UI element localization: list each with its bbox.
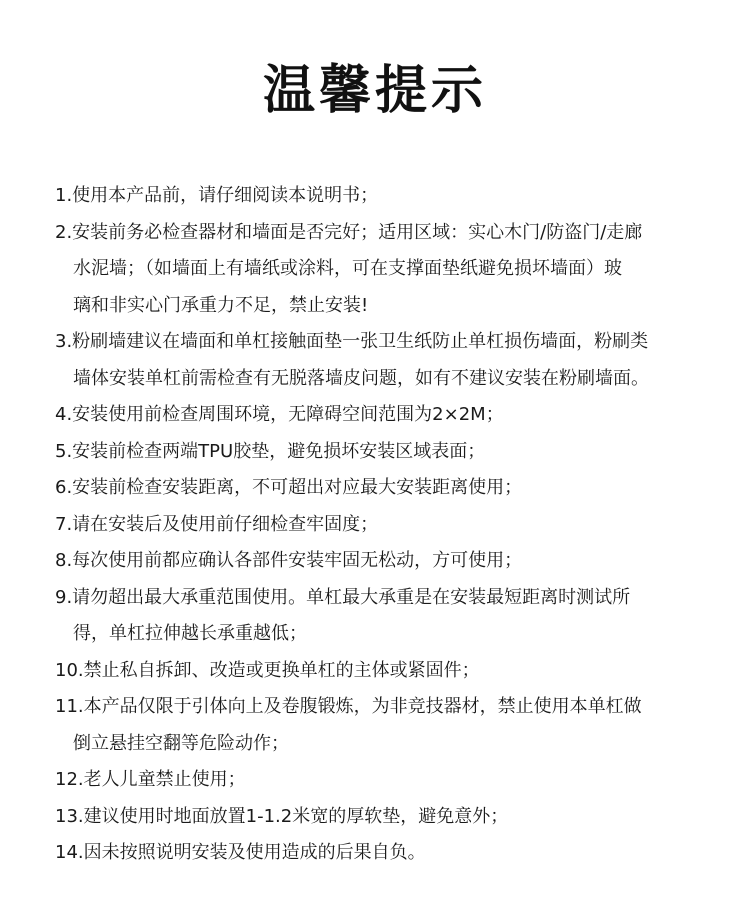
tip-9: 9.请勿超出最大承重范围使用。单杠最大承重是在安装最短距离时测试所 xyxy=(55,586,631,608)
tip-5: 5.安装前检查两端TPU胶垫，避免损坏安装区域表面； xyxy=(55,440,486,462)
tip-9-line-2: 得，单杠拉伸越长承重越低； xyxy=(73,623,307,644)
tips-list xyxy=(55,178,705,872)
tip-11: 11.本产品仅限于引体向上及卷腹锻炼，为非竞技器材，禁止使用本单杠做 xyxy=(55,696,642,717)
tip-13: 13.建议使用时地面放置1-1.2米宽的厚软垫，避免意外； xyxy=(55,805,509,827)
tip-1: 1.使用本产品前，请仔细阅读本说明书； xyxy=(55,185,379,206)
tip-6: 6.安装前检查安装距离，不可超出对应最大安装距离使用； xyxy=(55,477,523,498)
tip-3-line-2: 墙体安装单杠前需检查有无脱落墙皮问题，如有不建议安装在粉刷墙面。 xyxy=(73,367,649,389)
tip-2-line-2: 水泥墙；（如墙面上有墙纸或涂料，可在支撑面垫纸避免损坏墙面）玻 xyxy=(73,258,622,279)
tip-7: 7.请在安装后及使用前仔细检查牢固度； xyxy=(55,513,379,535)
tip-8: 8.每次使用前都应确认各部件安装牢固无松动，方可使用； xyxy=(55,550,523,571)
tip-2-line-3: 璃和非实心门承重力不足，禁止安装! xyxy=(73,294,369,316)
tip-14: 14.因未按照说明安装及使用造成的后果自负。 xyxy=(55,842,426,863)
page-title: 温馨提示 xyxy=(262,61,487,121)
tip-10: 10.禁止私自拆卸、改造或更换单杠的主体或紧固件； xyxy=(55,659,480,681)
tip-12: 12.老人儿童禁止使用； xyxy=(55,769,246,790)
tip-2: 2.安装前务必检查器材和墙面是否完好；适用区域：实心木门/防盗门/走廊 xyxy=(55,221,643,243)
tip-4: 4.安装使用前检查周围环境，无障碍空间范围为2×2M； xyxy=(55,404,504,425)
tip-11-line-2: 倒立悬挂空翻等危险动作； xyxy=(73,732,289,754)
tip-3: 3.粉刷墙建议在墙面和单杠接触面垫一张卫生纸防止单杠损伤墙面，粉刷类 xyxy=(55,331,649,352)
